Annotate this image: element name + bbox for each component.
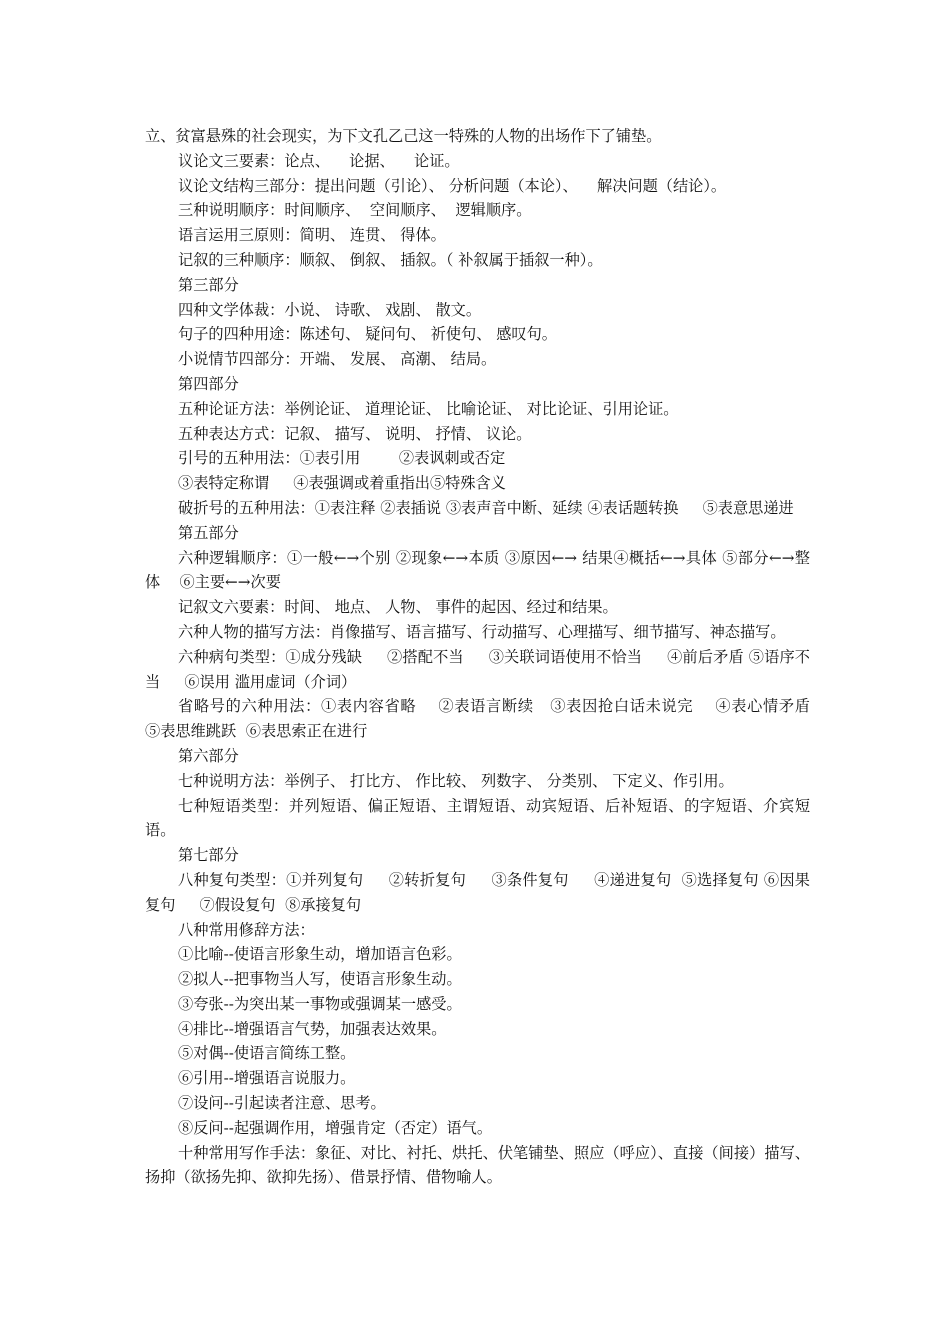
text-line: 立、贫富悬殊的社会现实，为下文孔乙己这一特殊的人物的出场作下了铺垫。: [145, 127, 662, 145]
list-item: ⑧反问--起强调作用，增强肯定（否定）语气。: [178, 1118, 493, 1137]
list-item: ⑦设问--引起读者注意、思考。: [178, 1094, 386, 1113]
list-item: ③夸张--为突出某一事物或强调某一感受。: [178, 994, 462, 1013]
text-line: 引号的五种用法：①表引用 ②表讽刺或否定: [178, 449, 506, 468]
text-line: 议论文三要素：论点、 论据、 论证。: [178, 151, 460, 170]
text-line: 四种文学体裁：小说、 诗歌、 戏剧、 散文。: [178, 300, 482, 319]
section-heading: 第五部分: [178, 523, 239, 542]
text-line: 五种论证方法：举例论证、 道理论证、 比喻论证、 对比论证、引用论证。: [178, 399, 679, 418]
section-heading: 第七部分: [178, 846, 239, 865]
section-heading: 第六部分: [178, 746, 239, 765]
text-line: 议论文结构三部分：提出问题（引论）、 分析问题（本论）、 解决问题（结论）。: [178, 176, 727, 195]
text-line: 八种常用修辞方法：: [178, 920, 315, 939]
text-line: 小说情节四部分：开端、 发展、 高潮、 结局。: [178, 350, 497, 369]
text-line: ③表特定称谓 ④表强调或着重指出⑤特殊含义: [178, 474, 506, 493]
text-paragraph: 破折号的五种用法：①表注释 ②表插说 ③表声音中断、延续 ④表话题转换 ⑤表意思递进: [178, 498, 794, 517]
text-line: 七种说明方法：举例子、 打比方、 作比较、 列数字、 分类别、 下定义、作引用。: [178, 771, 734, 790]
text-paragraph: 七种短语类型：并列短语、偏正短语、主谓短语、动宾短语、后补短语、的字短语、介宾短语。: [145, 796, 810, 840]
document-body: [145, 124, 835, 1190]
list-item: ⑤对偶--使语言简练工整。: [178, 1044, 356, 1063]
list-item: ⑥引用--增强语言说服力。: [178, 1069, 356, 1088]
text-paragraph: 省略号的六种用法：①表内容省略 ②表语言断续 ③表因抢白话未说完 ④表心情矛盾 ⑤表思维跳跃 ⑥表思索正在进行: [145, 697, 835, 741]
text-line: 记叙的三种顺序：顺叙、 倒叙、 插叙。（ 补叙属于插叙一种）。: [178, 250, 603, 269]
text-paragraph: 六种病句类型：①成分残缺 ②搭配不当 ③关联词语使用不恰当 ④前后矛盾 ⑤语序不当 ⑥误用 滥用虚词（介词）: [145, 647, 810, 691]
list-item: ④排比--增强语言气势，加强表达效果。: [178, 1019, 447, 1038]
list-item: ①比喻--使语言形象生动，增加语言色彩。: [178, 945, 462, 964]
text-line: 五种表达方式：记叙、 描写、 说明、 抒情、 议论。: [178, 424, 532, 443]
text-line: 三种说明顺序：时间顺序、 空间顺序、 逻辑顺序。: [178, 201, 532, 220]
text-paragraph: 八种复句类型：①并列复句 ②转折复句 ③条件复句 ④递进复句 ⑤选择复句 ⑥因果复句 ⑦假设复句 ⑧承接复句: [145, 870, 810, 914]
text-line: 六种人物的描写方法：肖像描写、语言描写、行动描写、心理描写、细节描写、神态描写。: [178, 622, 786, 641]
section-heading: 第四部分: [178, 374, 239, 393]
text-line: 句子的四种用途：陈述句、 疑问句、 祈使句、 感叹句。: [178, 325, 557, 344]
text-line: 记叙文六要素：时间、 地点、 人物、 事件的起因、经过和结果。: [178, 598, 618, 617]
list-item: ②拟人--把事物当人写，使语言形象生动。: [178, 970, 462, 989]
section-heading: 第三部分: [178, 275, 239, 294]
text-paragraph: 十种常用写作手法：象征、对比、衬托、烘托、伏笔铺垫、照应（呼应）、直接（间接）描写、扬抑（欲扬先抑、欲抑先扬）、借景抒情、借物喻人。: [145, 1143, 810, 1187]
text-paragraph: 六种逻辑顺序：①一般←→个别 ②现象←→本质 ③原因←→ 结果④概括←→具体 ⑤部分←→整体 ⑥主要←→次要: [145, 548, 810, 592]
text-line: 语言运用三原则：简明、 连贯、 得体。: [178, 226, 446, 245]
